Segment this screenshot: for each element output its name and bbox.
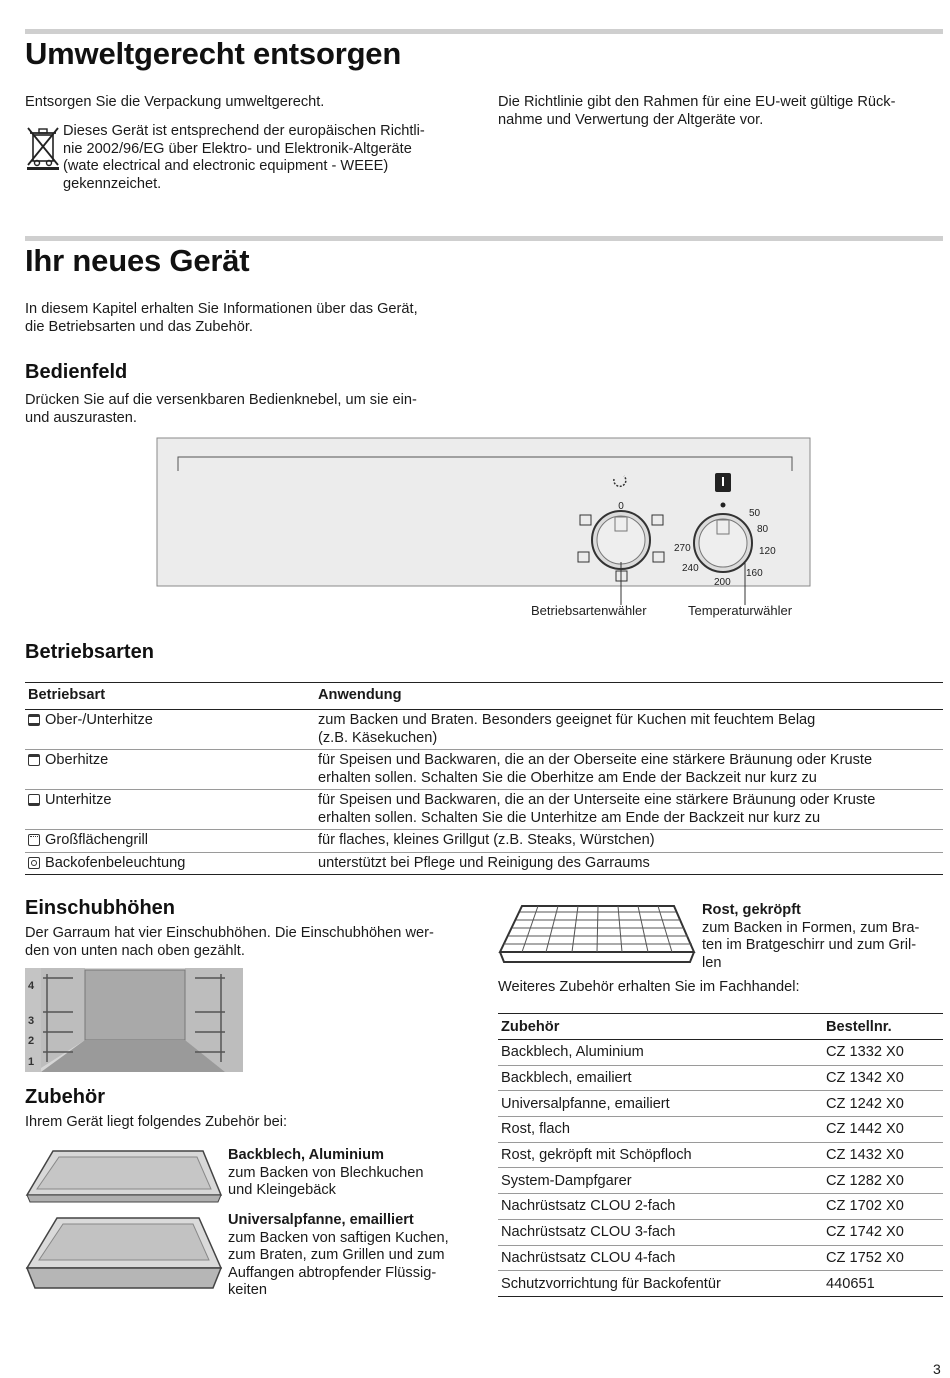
accessory-desc: und Kleingebäck	[228, 1182, 336, 1198]
top-heat-icon	[28, 754, 40, 766]
mode-name: Unterhitze	[45, 792, 112, 808]
weee-line: (wate electrical and electronic equipment - WEEE)	[63, 158, 389, 174]
top-bottom-heat-icon	[28, 714, 40, 726]
text-line: Der Garraum hat vier Einschubhöhen. Die Einschubhöhen wer-	[25, 925, 434, 941]
accessory-desc: zum Backen von Blechkuchen	[228, 1164, 424, 1181]
universal-pan-illustration	[23, 1214, 223, 1296]
order-number-cell: CZ 1752 X0	[823, 1245, 943, 1271]
mode-use: für Speisen und Backwaren, die an der Unterseite eine stärkere Bräunung oder Kruste	[318, 792, 876, 808]
temp-mark: 50	[749, 508, 761, 519]
accessory-item	[228, 1147, 424, 1200]
accessory-cell: Backblech, emailiert	[498, 1065, 823, 1091]
section-rule	[25, 236, 943, 241]
temp-mark: 200	[714, 577, 731, 588]
device-intro	[25, 301, 418, 336]
oven-interior-illustration	[25, 968, 243, 1072]
table-row	[498, 1245, 943, 1271]
bottom-heat-icon	[28, 794, 40, 806]
accessory-name: Backblech, Aluminium	[228, 1147, 384, 1163]
mode-use: für Speisen und Backwaren, die an der Oberseite eine stärkere Bräunung oder Kruste	[318, 752, 873, 768]
weee-bin-icon	[25, 125, 61, 171]
control-panel-illustration	[156, 437, 812, 621]
weee-line: gekennzeichet.	[63, 175, 162, 192]
accessory-cell: System-Dampfgarer	[498, 1168, 823, 1194]
level-number: 1	[28, 1056, 35, 1068]
oven-light-icon	[28, 857, 40, 869]
mode-name: Backofenbeleuchtung	[45, 854, 186, 871]
accessory-desc: zum Backen in Formen, zum Bra-	[702, 919, 920, 936]
accessory-desc: zum Backen von saftigen Kuchen,	[228, 1229, 449, 1246]
weee-line: Dieses Gerät ist entsprechend der europäischen Richtli-	[63, 123, 425, 139]
table-row	[25, 830, 943, 853]
modes-table	[25, 682, 943, 875]
accessory-cell: Schutzvorrichtung für Backofentür	[498, 1271, 823, 1297]
accessory-item-rack	[702, 902, 919, 972]
level-number: 4	[28, 980, 35, 992]
text-line: Drücken Sie auf die versenkbaren Bedienknebel, um sie ein-	[25, 392, 417, 408]
temp-mark: 80	[757, 524, 769, 535]
subtitle-modes: Betriebsarten	[25, 641, 154, 663]
mode-knob-zero: 0	[618, 501, 624, 512]
table-header	[498, 1014, 943, 1040]
mode-use: für flaches, kleines Grillgut (z.B. Steaks, Würstchen)	[318, 832, 655, 848]
wire-rack-illustration	[498, 902, 696, 968]
accessories-intro: Ihrem Gerät liegt folgendes Zubehör bei:	[25, 1114, 288, 1130]
baking-tray-illustration	[23, 1147, 223, 1207]
label-mode-selector: Betriebsartenwähler	[531, 603, 647, 618]
table-row	[498, 1142, 943, 1168]
order-number-cell: CZ 1442 X0	[823, 1117, 943, 1143]
accessory-cell: Nachrüstsatz CLOU 3-fach	[498, 1219, 823, 1245]
col-order-number: Bestellnr.	[823, 1014, 943, 1040]
accessory-cell: Nachrüstsatz CLOU 4-fach	[498, 1245, 823, 1271]
disposal-intro: Entsorgen Sie die Verpackung umweltgerecht.	[25, 94, 325, 110]
mode-use: zum Backen und Braten. Besonders geeignet für Kuchen mit feuchtem Belag	[318, 712, 816, 728]
section-title-disposal: Umweltgerecht entsorgen	[25, 36, 402, 71]
table-row	[25, 852, 943, 875]
order-number-cell: CZ 1702 X0	[823, 1194, 943, 1220]
table-row	[498, 1271, 943, 1297]
temp-mark: 270	[674, 543, 691, 554]
order-number-cell: 440651	[823, 1271, 943, 1297]
mode-use: erhalten sollen. Schalten Sie die Unterhitze am Ende der Backzeit nur kurz zu	[318, 809, 821, 826]
table-row	[498, 1065, 943, 1091]
accessory-item	[228, 1212, 449, 1300]
directive-line: nahme und Verwertung der Altgeräte vor.	[498, 111, 764, 128]
order-number-cell: CZ 1742 X0	[823, 1219, 943, 1245]
table-row	[498, 1040, 943, 1066]
temp-mark: 120	[759, 546, 776, 557]
accessory-desc: len	[702, 954, 722, 971]
col-accessory: Zubehör	[498, 1014, 823, 1040]
level-number: 3	[28, 1015, 35, 1027]
mode-use: unterstützt bei Pflege und Reinigung des Garraums	[318, 854, 650, 871]
weee-text	[63, 123, 483, 193]
table-row	[498, 1194, 943, 1220]
accessory-desc: Auffangen abtropfender Flüssig-	[228, 1264, 437, 1281]
section-rule	[25, 29, 943, 34]
accessory-desc: keiten	[228, 1282, 267, 1298]
intro-line: die Betriebsarten und das Zubehör.	[25, 318, 253, 335]
control-panel-text	[25, 392, 417, 427]
mode-use: erhalten sollen. Schalten Sie die Oberhitze am Ende der Backzeit nur kurz zu	[318, 769, 817, 786]
temp-mark: 160	[746, 568, 763, 579]
table-row	[25, 750, 943, 790]
directive-line: Die Richtlinie gibt den Rahmen für eine EU-weit gültige Rück-	[498, 94, 896, 110]
page-number: 3	[933, 1361, 941, 1377]
mode-name: Oberhitze	[45, 752, 109, 768]
mode-name: Großflächengrill	[45, 832, 149, 848]
accessory-cell: Backblech, Aluminium	[498, 1040, 823, 1066]
level-number: 2	[28, 1035, 35, 1047]
order-number-cell: CZ 1342 X0	[823, 1065, 943, 1091]
accessory-cell: Universalpfanne, emailiert	[498, 1091, 823, 1117]
table-row	[498, 1168, 943, 1194]
label-temperature-selector: Temperaturwähler	[688, 603, 793, 618]
accessories-order-table	[498, 1013, 943, 1297]
accessory-cell: Rost, flach	[498, 1117, 823, 1143]
table-row	[25, 790, 943, 830]
weee-line: nie 2002/96/EG über Elektro- und Elektronik-Altgeräte	[63, 140, 412, 157]
accessory-cell: Rost, gekröpft mit Schöpfloch	[498, 1142, 823, 1168]
accessory-desc: zum Braten, zum Grillen und zum	[228, 1247, 445, 1263]
accessory-cell: Nachrüstsatz CLOU 2-fach	[498, 1194, 823, 1220]
col-mode: Betriebsart	[25, 683, 315, 710]
table-row	[498, 1219, 943, 1245]
subtitle-control-panel: Bedienfeld	[25, 361, 128, 383]
mode-use: (z.B. Käsekuchen)	[318, 729, 438, 746]
text-line: den von unten nach oben gezählt.	[25, 942, 245, 959]
subtitle-levels: Einschubhöhen	[25, 897, 175, 919]
order-number-cell: CZ 1332 X0	[823, 1040, 943, 1066]
mode-name: Ober-/Unterhitze	[45, 712, 153, 728]
accessory-name: Universalpfanne, emailliert	[228, 1212, 414, 1228]
table-header	[25, 683, 943, 710]
table-row	[498, 1117, 943, 1143]
order-number-cell: CZ 1282 X0	[823, 1168, 943, 1194]
table-row	[498, 1091, 943, 1117]
accessory-name: Rost, gekröpft	[702, 902, 801, 918]
accessory-desc: ten im Bratgeschirr und zum Gril-	[702, 937, 917, 953]
text-line: und auszurasten.	[25, 409, 137, 426]
table-row	[25, 710, 943, 750]
order-number-cell: CZ 1242 X0	[823, 1091, 943, 1117]
directive-text	[498, 94, 943, 129]
order-number-cell: CZ 1432 X0	[823, 1142, 943, 1168]
more-accessories-text: Weiteres Zubehör erhalten Sie im Fachhandel:	[498, 979, 800, 995]
grill-icon	[28, 834, 40, 846]
temp-mark: 240	[682, 563, 699, 574]
subtitle-accessories: Zubehör	[25, 1086, 105, 1108]
levels-text	[25, 925, 434, 960]
section-title-device: Ihr neues Gerät	[25, 243, 250, 278]
col-use: Anwendung	[315, 683, 943, 710]
intro-line: In diesem Kapitel erhalten Sie Informationen über das Gerät,	[25, 301, 418, 317]
